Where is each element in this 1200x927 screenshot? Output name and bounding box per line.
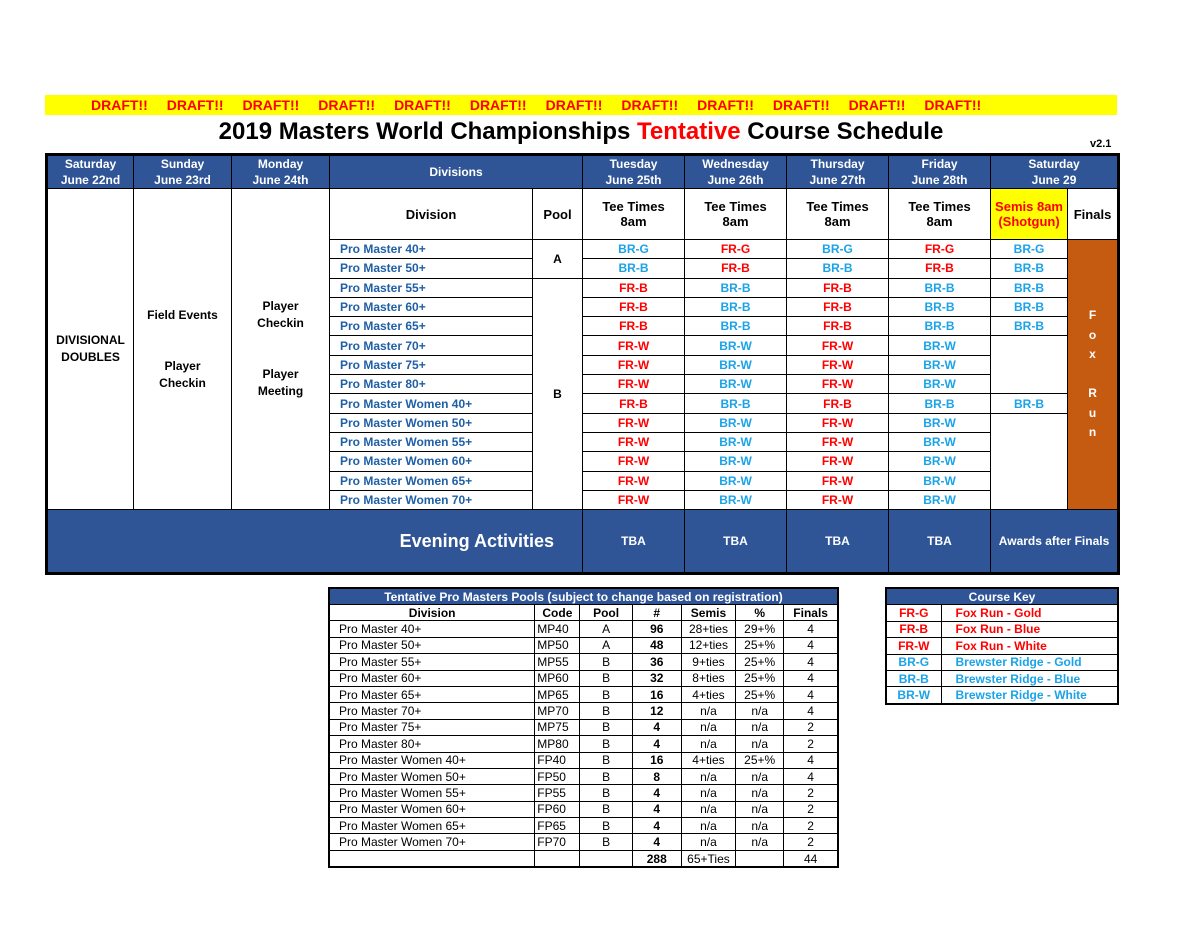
pool-semis: n/a	[681, 703, 735, 719]
course-cell: FR-B	[889, 259, 991, 278]
course-cell: FR-W	[583, 471, 685, 490]
tee-times-header: Tee Times 8am	[889, 189, 991, 240]
schedule-header-row	[47, 155, 1119, 189]
course-key-row	[886, 605, 1118, 621]
draft-label: DRAFT!!	[469, 97, 527, 113]
pool-semis: n/a	[681, 818, 735, 834]
pool-percent: n/a	[736, 785, 784, 801]
pool-finals: 2	[784, 834, 838, 850]
course-cell: BR-W	[889, 490, 991, 509]
course-cell: FR-W	[583, 375, 685, 394]
draft-label: DRAFT!!	[621, 97, 679, 113]
table-row	[329, 654, 838, 670]
draft-label: DRAFT!!	[91, 97, 148, 113]
pool-division: Pro Master Women 55+	[329, 785, 535, 801]
evening-row	[47, 510, 1119, 574]
pool-division: Pro Master Women 50+	[329, 768, 535, 784]
course-key-row	[886, 621, 1118, 637]
course-cell: BR-G	[787, 240, 889, 259]
division-name: Pro Master Women 55+	[330, 432, 533, 451]
total-semis: 65+Ties	[681, 850, 735, 867]
draft-label: DRAFT!!	[318, 97, 376, 113]
pool-count: 4	[632, 736, 681, 752]
table-row	[329, 637, 838, 653]
pool-letter: B	[580, 752, 632, 768]
total-cell	[329, 850, 535, 867]
course-cell: FR-W	[787, 452, 889, 471]
pool-code: FP65	[535, 818, 580, 834]
evening-cell: TBA	[583, 510, 685, 574]
draft-label: DRAFT!!	[772, 97, 830, 113]
title-prefix: 2019 Masters World Championships	[218, 118, 637, 145]
finals-header: Finals	[1068, 189, 1119, 240]
tee-times-header: Tee Times 8am	[787, 189, 889, 240]
pool-finals: 4	[784, 637, 838, 653]
course-key-row	[886, 638, 1118, 654]
course-cell: BR-B	[685, 297, 787, 316]
course-cell: BR-W	[889, 336, 991, 355]
course-cell: FR-W	[583, 413, 685, 432]
course-cell: BR-B	[685, 394, 787, 413]
division-name: Pro Master Women 60+	[330, 452, 533, 471]
course-cell: BR-W	[889, 375, 991, 394]
pool-count: 4	[632, 801, 681, 817]
pool-col-header: Pool	[533, 189, 583, 240]
course-cell: BR-W	[685, 355, 787, 374]
table-row	[329, 801, 838, 817]
evening-activities-label: Evening Activities	[47, 510, 583, 574]
course-cell: BR-W	[889, 452, 991, 471]
pool-finals: 4	[784, 654, 838, 670]
draft-label: DRAFT!!	[394, 97, 451, 113]
pool-semis: n/a	[681, 719, 735, 735]
pool-semis: 8+ties	[681, 670, 735, 686]
pool-semis: n/a	[681, 768, 735, 784]
pool-count: 36	[632, 654, 681, 670]
course-code: BR-W	[886, 687, 941, 704]
pool-count: 4	[632, 719, 681, 735]
course-key-caption: Course Key	[886, 588, 1118, 605]
total-finals: 44	[784, 850, 838, 867]
pool-code: MP80	[535, 736, 580, 752]
pool-count: 12	[632, 703, 681, 719]
pool-semis: 4+ties	[681, 752, 735, 768]
day-header: Thursday June 27th	[787, 155, 889, 189]
pool-count: 4	[632, 785, 681, 801]
pool-letter: B	[580, 768, 632, 784]
table-row	[329, 686, 838, 702]
pool-letter: A	[580, 637, 632, 653]
pool-percent: n/a	[736, 801, 784, 817]
pools-header: Pool	[580, 605, 632, 621]
course-cell: FR-B	[583, 317, 685, 336]
table-row	[329, 621, 838, 637]
course-cell: FR-B	[787, 297, 889, 316]
course-cell: FR-B	[583, 278, 685, 297]
evening-cell: TBA	[685, 510, 787, 574]
pool-b: B	[533, 278, 583, 510]
pool-division: Pro Master 50+	[329, 637, 535, 653]
pool-division: Pro Master 60+	[329, 670, 535, 686]
pool-code: FP60	[535, 801, 580, 817]
semis-empty	[991, 336, 1068, 394]
course-cell: BR-W	[685, 375, 787, 394]
course-cell: FR-G	[889, 240, 991, 259]
pool-letter: B	[580, 818, 632, 834]
course-cell: BR-B	[685, 278, 787, 297]
pool-percent: 25+%	[736, 752, 784, 768]
pool-division: Pro Master 80+	[329, 736, 535, 752]
pool-letter: B	[580, 686, 632, 702]
course-cell: BR-B	[991, 297, 1068, 316]
table-row	[329, 834, 838, 850]
pool-letter: B	[580, 719, 632, 735]
pool-percent: 25+%	[736, 637, 784, 653]
course-cell: FR-B	[787, 317, 889, 336]
pool-letter: B	[580, 801, 632, 817]
course-code: FR-G	[886, 605, 941, 621]
page-title	[45, 118, 1117, 146]
day-header: Saturday June 22nd	[47, 155, 134, 189]
pool-count: 48	[632, 637, 681, 653]
division-name: Pro Master 70+	[330, 336, 533, 355]
table-row	[329, 719, 838, 735]
course-cell: FR-B	[787, 278, 889, 297]
draft-label: DRAFT!!	[697, 97, 754, 113]
pool-division: Pro Master Women 70+	[329, 834, 535, 850]
course-cell: BR-G	[991, 240, 1068, 259]
table-row	[329, 736, 838, 752]
division-name: Pro Master 50+	[330, 259, 533, 278]
pools-header: Semis	[681, 605, 735, 621]
course-cell: BR-G	[583, 240, 685, 259]
day-header: Wednesday June 26th	[685, 155, 787, 189]
pool-percent: 25+%	[736, 654, 784, 670]
table-row	[329, 818, 838, 834]
course-cell: BR-W	[685, 490, 787, 509]
pool-count: 4	[632, 818, 681, 834]
course-name: Fox Run - White	[941, 638, 1118, 654]
pool-percent: 25+%	[736, 686, 784, 702]
pool-semis: 9+ties	[681, 654, 735, 670]
course-name: Brewster Ridge - Blue	[941, 670, 1118, 686]
pool-semis: n/a	[681, 801, 735, 817]
monday-events: Player Checkin Player Meeting	[232, 189, 330, 510]
course-cell: FR-W	[787, 432, 889, 451]
pool-percent: n/a	[736, 768, 784, 784]
course-code: FR-W	[886, 638, 941, 654]
course-key-row	[886, 670, 1118, 686]
course-code: BR-B	[886, 670, 941, 686]
pool-code: MP40	[535, 621, 580, 637]
pool-count: 96	[632, 621, 681, 637]
pool-code: MP50	[535, 637, 580, 653]
pool-code: FP70	[535, 834, 580, 850]
course-name: Fox Run - Gold	[941, 605, 1118, 621]
pools-header: #	[632, 605, 681, 621]
pool-letter: B	[580, 785, 632, 801]
pools-caption: Tentative Pro Masters Pools (subject to change based on registration)	[329, 588, 838, 605]
day-header: Saturday June 29	[991, 155, 1119, 189]
course-cell: FR-G	[685, 240, 787, 259]
draft-label: DRAFT!!	[166, 97, 224, 113]
course-cell: BR-W	[889, 413, 991, 432]
pool-percent: 29+%	[736, 621, 784, 637]
pool-division: Pro Master Women 65+	[329, 818, 535, 834]
pool-semis: 12+ties	[681, 637, 735, 653]
course-cell: FR-B	[787, 394, 889, 413]
course-cell: FR-W	[787, 490, 889, 509]
table-row	[329, 785, 838, 801]
divisions-header: Divisions	[330, 155, 583, 189]
course-cell: BR-W	[685, 452, 787, 471]
total-cell	[736, 850, 784, 867]
course-name: Fox Run - Blue	[941, 621, 1118, 637]
division-name: Pro Master Women 40+	[330, 394, 533, 413]
pool-letter: B	[580, 736, 632, 752]
pool-semis: 4+ties	[681, 686, 735, 702]
table-row	[329, 670, 838, 686]
course-name: Brewster Ridge - Gold	[941, 654, 1118, 670]
course-cell: BR-B	[889, 317, 991, 336]
pool-finals: 4	[784, 686, 838, 702]
course-cell: BR-B	[991, 394, 1068, 413]
pool-percent: n/a	[736, 703, 784, 719]
version-label: v2.1	[1090, 138, 1112, 150]
pool-count: 16	[632, 752, 681, 768]
course-cell: FR-W	[583, 452, 685, 471]
pool-semis: n/a	[681, 785, 735, 801]
pool-percent: n/a	[736, 719, 784, 735]
table-row	[329, 752, 838, 768]
course-cell: BR-B	[889, 278, 991, 297]
course-cell: BR-B	[889, 394, 991, 413]
pools-total-row	[329, 850, 838, 867]
course-cell: FR-W	[583, 336, 685, 355]
course-cell: BR-B	[991, 317, 1068, 336]
division-name: Pro Master 40+	[330, 240, 533, 259]
pool-division: Pro Master 65+	[329, 686, 535, 702]
pool-percent: 25+%	[736, 670, 784, 686]
pool-semis: 28+ties	[681, 621, 735, 637]
course-cell: BR-B	[889, 297, 991, 316]
title-highlight: Tentative	[637, 118, 741, 145]
division-name: Pro Master Women 50+	[330, 413, 533, 432]
course-cell: BR-W	[889, 471, 991, 490]
semis-empty	[991, 413, 1068, 509]
schedule-table	[45, 153, 1120, 575]
course-cell: BR-B	[787, 259, 889, 278]
pool-code: MP70	[535, 703, 580, 719]
evening-cell: Awards after Finals	[991, 510, 1119, 574]
draft-label: DRAFT!!	[848, 97, 906, 113]
pools-header: Division	[329, 605, 535, 621]
pool-division: Pro Master Women 60+	[329, 801, 535, 817]
pool-letter: B	[580, 703, 632, 719]
day-header: Tuesday June 25th	[583, 155, 685, 189]
pool-division: Pro Master 40+	[329, 621, 535, 637]
pool-letter: B	[580, 654, 632, 670]
pool-division: Pro Master 55+	[329, 654, 535, 670]
evening-cell: TBA	[787, 510, 889, 574]
pool-division: Pro Master 75+	[329, 719, 535, 735]
course-cell: FR-W	[787, 355, 889, 374]
pool-finals: 4	[784, 621, 838, 637]
pool-code: FP50	[535, 768, 580, 784]
course-cell: FR-W	[583, 432, 685, 451]
division-name: Pro Master Women 70+	[330, 490, 533, 509]
pool-semis: n/a	[681, 736, 735, 752]
course-code: BR-G	[886, 654, 941, 670]
pool-letter: B	[580, 834, 632, 850]
pools-header: Code	[535, 605, 580, 621]
pool-finals: 4	[784, 670, 838, 686]
pool-finals: 2	[784, 801, 838, 817]
sunday-events: Field Events Player Checkin	[134, 189, 232, 510]
course-key-table	[885, 587, 1119, 705]
pools-header: %	[736, 605, 784, 621]
pool-finals: 4	[784, 703, 838, 719]
pool-code: MP75	[535, 719, 580, 735]
pool-count: 32	[632, 670, 681, 686]
course-key-row	[886, 654, 1118, 670]
pool-code: FP40	[535, 752, 580, 768]
pool-letter: A	[580, 621, 632, 637]
tee-times-header: Tee Times 8am	[685, 189, 787, 240]
day-header: Monday June 24th	[232, 155, 330, 189]
course-cell: FR-W	[583, 490, 685, 509]
course-cell: BR-B	[991, 278, 1068, 297]
course-cell: BR-B	[991, 259, 1068, 278]
pool-finals: 4	[784, 752, 838, 768]
course-cell: FR-B	[583, 394, 685, 413]
subheader-row	[47, 189, 1119, 240]
course-cell: FR-W	[787, 375, 889, 394]
course-cell: BR-W	[685, 432, 787, 451]
division-name: Pro Master 55+	[330, 278, 533, 297]
pool-a: A	[533, 240, 583, 279]
draft-label: DRAFT!!	[242, 97, 300, 113]
course-cell: BR-W	[685, 471, 787, 490]
course-name: Brewster Ridge - White	[941, 687, 1118, 704]
course-cell: BR-B	[685, 317, 787, 336]
pool-percent: n/a	[736, 818, 784, 834]
pool-division: Pro Master Women 40+	[329, 752, 535, 768]
total-count: 288	[632, 850, 681, 867]
pools-table	[328, 587, 839, 868]
division-name: Pro Master 75+	[330, 355, 533, 374]
pool-code: MP55	[535, 654, 580, 670]
total-cell	[535, 850, 580, 867]
draft-label: DRAFT!!	[545, 97, 603, 113]
finals-fox-run: F o x R u n	[1068, 240, 1119, 510]
pool-code: MP60	[535, 670, 580, 686]
division-name: Pro Master Women 65+	[330, 471, 533, 490]
pool-count: 16	[632, 686, 681, 702]
course-cell: BR-B	[583, 259, 685, 278]
course-cell: FR-B	[583, 297, 685, 316]
division-name: Pro Master 65+	[330, 317, 533, 336]
course-cell: BR-W	[685, 336, 787, 355]
division-name: Pro Master 60+	[330, 297, 533, 316]
course-cell: FR-W	[787, 413, 889, 432]
title-suffix: Course Schedule	[740, 118, 944, 145]
tee-times-header: Tee Times 8am	[583, 189, 685, 240]
pool-finals: 4	[784, 768, 838, 784]
pool-percent: n/a	[736, 736, 784, 752]
division-col-header: Division	[330, 189, 533, 240]
pool-finals: 2	[784, 719, 838, 735]
pool-code: FP55	[535, 785, 580, 801]
course-cell: FR-W	[583, 355, 685, 374]
evening-cell: TBA	[889, 510, 991, 574]
course-key-row	[886, 687, 1118, 704]
pool-letter: B	[580, 670, 632, 686]
semis-header: Semis 8am (Shotgun)	[991, 189, 1068, 240]
pool-count: 4	[632, 834, 681, 850]
draft-label: DRAFT!!	[924, 97, 982, 113]
pool-finals: 2	[784, 818, 838, 834]
table-row	[329, 768, 838, 784]
course-cell: FR-W	[787, 471, 889, 490]
course-cell: FR-B	[685, 259, 787, 278]
saturday-events: DIVISIONAL DOUBLES	[47, 189, 134, 510]
pools-header-row	[329, 605, 838, 621]
course-cell: FR-W	[787, 336, 889, 355]
pools-header: Finals	[784, 605, 838, 621]
day-header: Sunday June 23rd	[134, 155, 232, 189]
draft-banner	[45, 95, 1117, 115]
pool-finals: 2	[784, 785, 838, 801]
table-row	[329, 703, 838, 719]
pool-percent: n/a	[736, 834, 784, 850]
day-header: Friday June 28th	[889, 155, 991, 189]
pool-division: Pro Master 70+	[329, 703, 535, 719]
course-cell: BR-W	[889, 432, 991, 451]
division-name: Pro Master 80+	[330, 375, 533, 394]
course-cell: BR-W	[685, 413, 787, 432]
pool-count: 8	[632, 768, 681, 784]
pool-finals: 2	[784, 736, 838, 752]
course-cell: BR-W	[889, 355, 991, 374]
total-cell	[580, 850, 632, 867]
course-code: FR-B	[886, 621, 941, 637]
pool-semis: n/a	[681, 834, 735, 850]
pool-code: MP65	[535, 686, 580, 702]
